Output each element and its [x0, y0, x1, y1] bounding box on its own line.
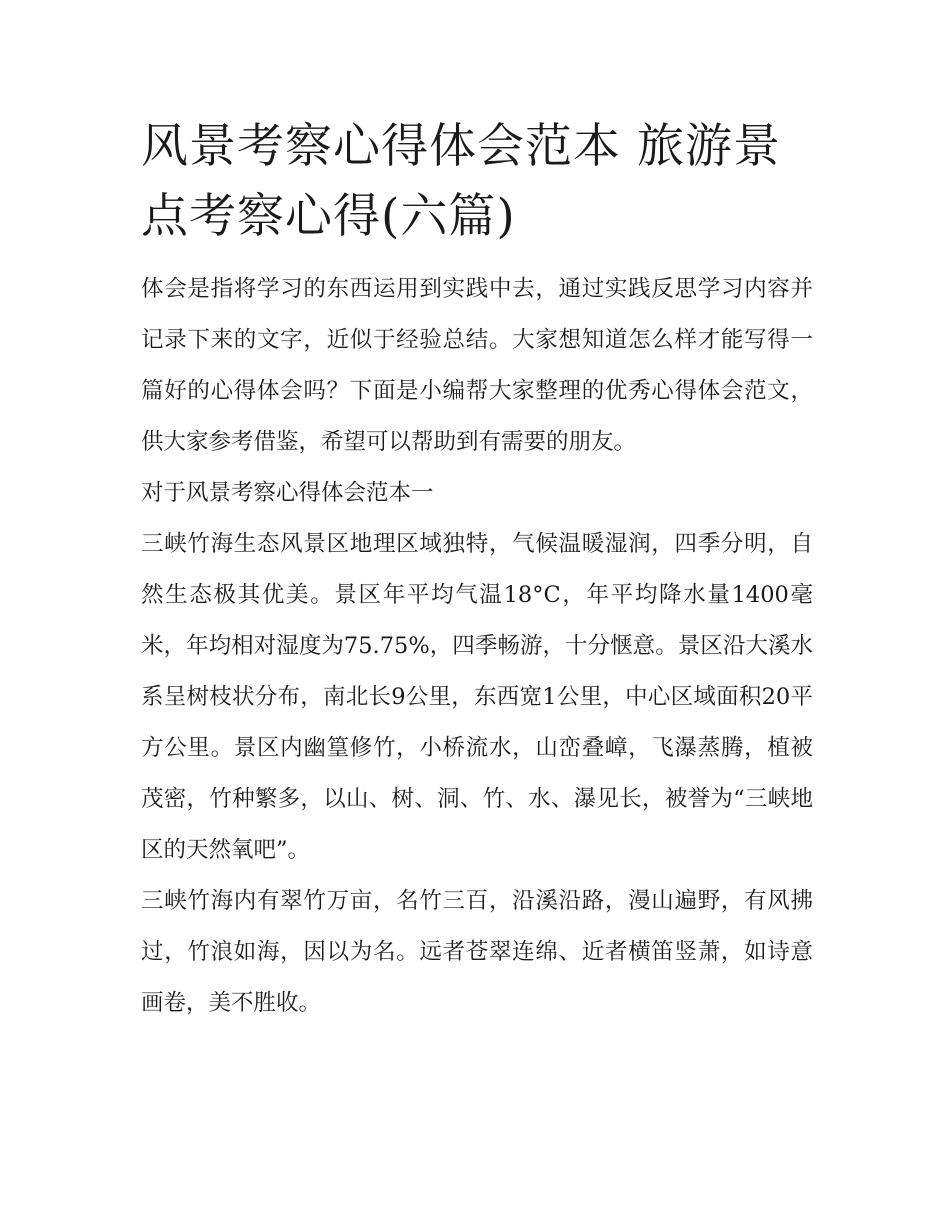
- document-page: [141, 112, 813, 1029]
- section-heading: 对于风景考察心得体会范本一: [141, 480, 434, 506]
- intro-paragraph: 体会是指将学习的东西运用到实践中去，通过实践反思学习内容并记录下来的文字，近似于经验总结。大家想知道怎么样才能写得一篇好的心得体会吗？下面是小编帮大家整理的优秀心得体会范文，供大家参考借鉴，希望可以帮助到有需要的朋友。: [141, 276, 813, 455]
- document-title: 风景考察心得体会范本 旅游景点考察心得(六篇): [141, 119, 781, 244]
- body-paragraph-1: 三峡竹海生态风景区地理区域独特，气候温暖湿润，四季分明，自然生态极其优美。景区年平均气温18°C，年平均降水量1400毫米，年均相对湿度为75.75%，四季畅游，十分惬意。景区沿大溪水系呈树枝状分布，南北长9公里，东西宽1公里，中心区域面积20平方公里。景区内幽篁修竹，小桥流水，山峦叠嶂，飞瀑蒸腾，植被茂密，竹种繁多，以山、树、洞、竹、水、瀑见长，被誉为“三峡地区的天然氧吧”。: [141, 531, 813, 863]
- body-paragraph-2: 三峡竹海内有翠竹万亩，名竹三百，沿溪沿路，漫山遍野，有风拂过，竹浪如海，因以为名。远者苍翠连绵、近者横笛竖萧，如诗意画卷，美不胜收。: [141, 888, 813, 1016]
